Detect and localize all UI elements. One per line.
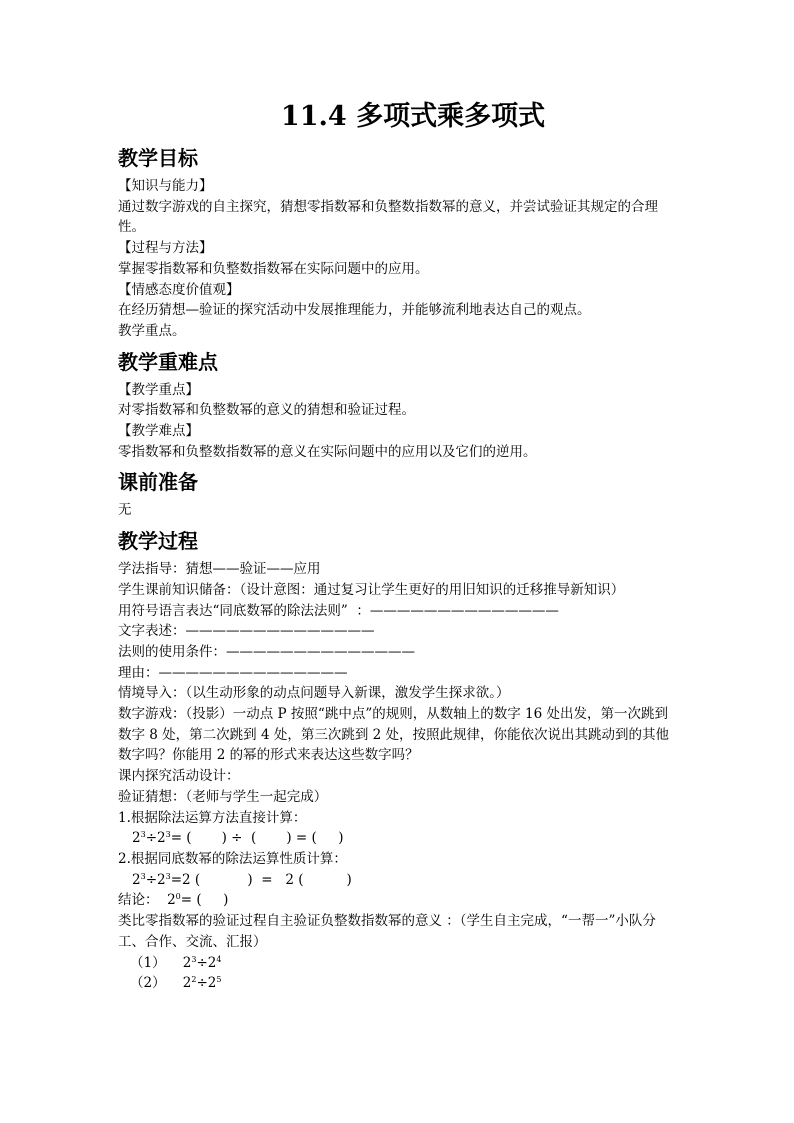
- process-line: 情境导入：（以生动形象的动点问题导入新课，激发学生探求欲。）: [118, 685, 510, 702]
- process-method-text: 掌握零指数幂和负整数指数幂在实际问题中的应用。: [118, 260, 429, 277]
- formula-base: 2: [132, 830, 141, 847]
- formula-exponent: 3: [165, 871, 171, 881]
- conclusion-rest: = ( ): [180, 892, 229, 909]
- process-line: 课内探究活动设计：: [118, 768, 240, 785]
- formula-base: 2: [182, 954, 192, 971]
- formula-operator: ÷2: [145, 871, 166, 888]
- document-page: [118, 96, 678, 994]
- prep-text: 无: [118, 502, 132, 519]
- formula-exponent: 3: [140, 830, 146, 840]
- formula-line: [118, 828, 678, 849]
- exercise-line: [118, 973, 678, 994]
- process-line: 类比零指数幂的验证过程自主验证负整数指数幂的意义 ：（学生自主完成，“一帮一”小队分工、合作、交流、汇报）: [118, 913, 656, 950]
- conclusion-line: [118, 890, 678, 911]
- formula-line: [118, 870, 678, 891]
- section-heading-prep: 课前准备: [118, 470, 198, 495]
- process-line: 1.根据除法运算方法直接计算：: [118, 809, 307, 826]
- attitude-label: 【情感态度价值观】: [118, 281, 240, 298]
- formula-base: 2: [132, 871, 141, 888]
- knowledge-text: 通过数字游戏的自主探究，猜想零指数幂和负整数指数幂的意义，并尝试验证其规定的合理性。: [118, 198, 658, 236]
- formula-exponent: 3: [165, 830, 171, 840]
- formula-operator: ÷2: [196, 975, 217, 992]
- formula-operator: ÷2: [145, 830, 166, 847]
- formula-rest: = ( ) ÷ ( ) = ( ): [170, 830, 344, 847]
- attitude-text: 在经历猜想—验证的探究活动中发展推理能力，并能够流利地表达自己的观点。: [118, 302, 591, 319]
- process-line: 验证猜想：（老师与学生一起完成）: [118, 788, 328, 805]
- process-line: 理由：——————————————: [118, 664, 348, 681]
- exercise-number: （2）: [130, 975, 166, 992]
- formula-exponent: 5: [216, 975, 222, 985]
- formula-exponent: 3: [140, 871, 146, 881]
- process-method-label: 【过程与方法】: [118, 240, 213, 257]
- formula-operator: ÷2: [196, 954, 217, 971]
- formula-exponent: 0: [175, 892, 181, 902]
- hard-label: 【教学难点】: [118, 423, 199, 440]
- formula-exponent: 2: [191, 975, 197, 985]
- key-point-note: 教学重点。: [118, 322, 186, 339]
- formula-base: 2: [182, 975, 192, 992]
- key-text: 对零指数幂和负整数幂的意义的猜想和验证过程。: [118, 402, 415, 419]
- knowledge-label: 【知识与能力】: [118, 178, 213, 194]
- process-line: 学生课前知识储备：（设计意图：通过复习让学生更好的用旧知识的迁移推导新知识）: [118, 581, 625, 598]
- exercise-number: （1）: [130, 954, 166, 971]
- page-title: 11.4 多项式乘多项式: [280, 101, 546, 132]
- process-line: 法则的使用条件：——————————————: [118, 643, 415, 660]
- section-heading-process: 教学过程: [118, 529, 198, 554]
- formula-rest: =2 ( ) = 2 ( ): [170, 871, 352, 888]
- formula-exponent: 3: [191, 954, 197, 964]
- conclusion-prefix: 结论： 2: [118, 892, 176, 909]
- process-line: 2.根据同底数幂的除法运算性质计算：: [118, 850, 347, 867]
- hard-text: 零指数幂和负整数指数幂的意义在实际问题中的应用以及它们的逆用。: [118, 443, 537, 460]
- process-line: 用符号语言表达“同底数幂的除法法则” ：——————————————: [118, 602, 559, 619]
- process-line: 学法指导：猜想——验证——应用: [118, 561, 321, 578]
- process-line: 数字游戏：（投影）一动点 P 按照“跳中点”的规则，从数轴上的数字 16 处出发，第一次跳到数字 8 处，第二次跳到 4 处，第三次跳到 2 处，按照此规律，你能依次说出其跳动到的其他数字吗？你能用 2 的幂的形式来表达这些数字吗？: [118, 706, 670, 764]
- exercise-line: [118, 953, 678, 974]
- section-heading-difficulties: 教学重难点: [118, 349, 218, 374]
- process-line: 文字表述：——————————————: [118, 623, 375, 640]
- key-label: 【教学重点】: [118, 381, 199, 398]
- section-heading-goals: 教学目标: [118, 146, 198, 170]
- formula-exponent: 4: [216, 954, 222, 964]
